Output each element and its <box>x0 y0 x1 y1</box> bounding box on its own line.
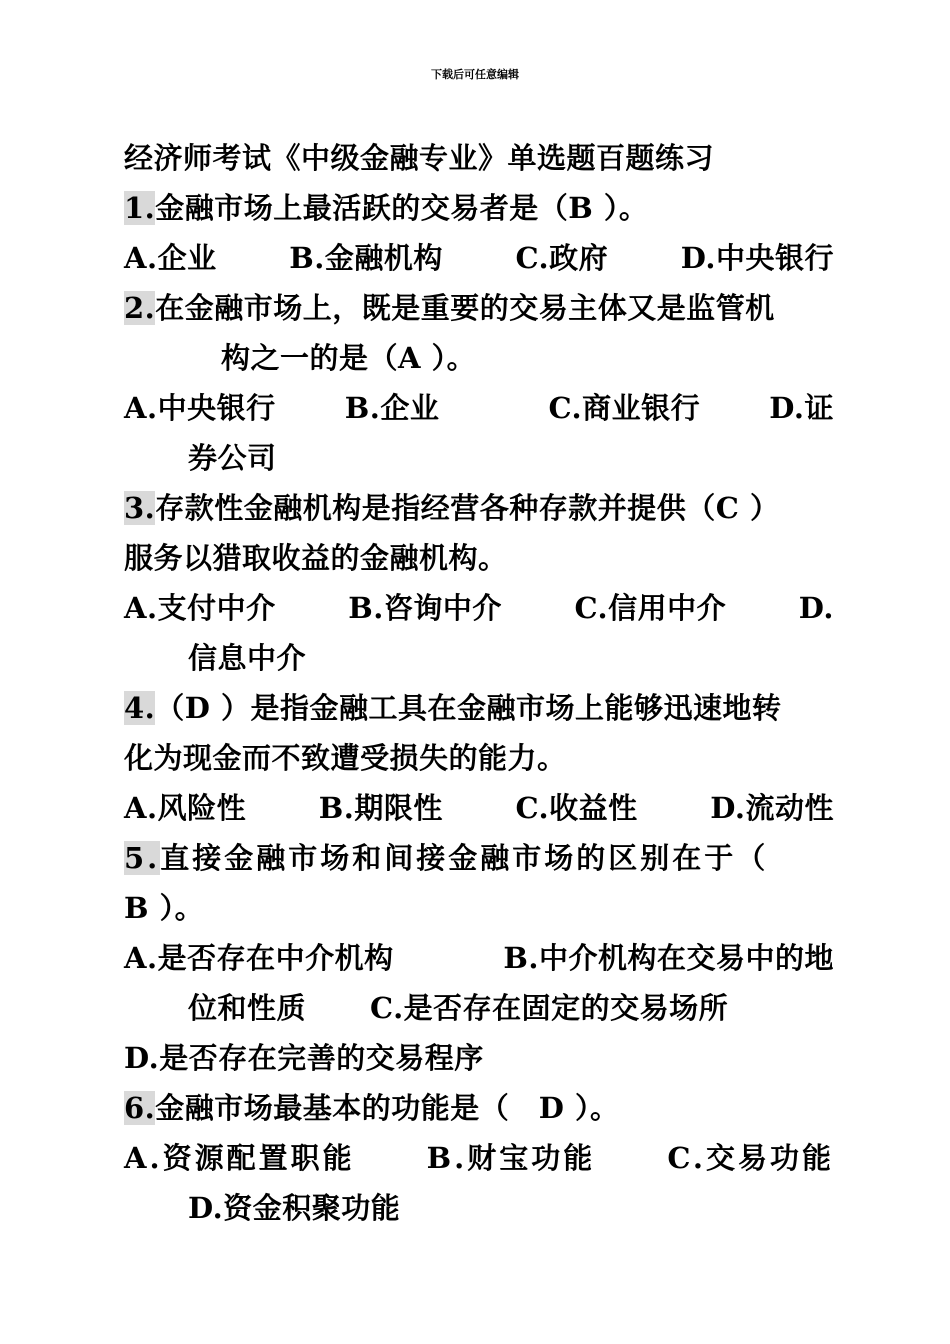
option-c: C.信用中介 <box>574 591 727 625</box>
option-a: A.中央银行 <box>124 391 276 425</box>
question-4 <box>124 683 834 733</box>
question-number: 4. <box>124 691 156 725</box>
question-1 <box>124 183 834 233</box>
question-6-options <box>124 1133 834 1183</box>
question-6 <box>124 1083 834 1133</box>
question-5-options <box>124 933 834 983</box>
question-number: 5. <box>124 841 161 875</box>
option-d: D.资金积聚功能 <box>188 1191 401 1225</box>
question-3 <box>124 483 834 533</box>
option-d: D.中央银行 <box>680 241 834 275</box>
document-body <box>124 133 834 1233</box>
question-2-options <box>124 383 834 433</box>
option-d: D. <box>798 591 834 625</box>
option-c: C.交易功能 <box>667 1141 834 1175</box>
document-title: 经济师考试《中级金融专业》单选题百题练习 <box>124 141 715 175</box>
option-b: B.金融机构 <box>289 241 443 275</box>
option-c: C.商业银行 <box>548 391 701 425</box>
option-a: A.是否存在中介机构 <box>124 941 394 975</box>
question-number: 3. <box>124 491 156 525</box>
option-b: B.企业 <box>344 391 440 425</box>
question-text-cont: B ）。 <box>124 891 205 925</box>
option-c: C.收益性 <box>515 791 638 825</box>
question-number: 6. <box>124 1091 156 1125</box>
question-1-options <box>124 233 834 283</box>
question-text-cont: 化为现金而不致遭受损失的能力。 <box>124 741 567 775</box>
option-d-cont: 券公司 <box>188 441 277 475</box>
question-5 <box>124 833 834 883</box>
option-b-cont: 位和性质 <box>188 991 307 1025</box>
option-b: B.期限性 <box>318 791 443 825</box>
question-5-options-cont <box>124 983 834 1033</box>
question-4-options <box>124 783 834 833</box>
option-a: A.支付中介 <box>124 591 276 625</box>
question-3-options <box>124 583 834 633</box>
option-a: A.企业 <box>124 241 217 275</box>
option-a: A.资源配置职能 <box>124 1141 355 1175</box>
header-note: 下载后可任意编辑 <box>431 68 519 81</box>
option-d-cont: 信息中介 <box>188 641 307 675</box>
question-2 <box>124 283 834 333</box>
question-text: 金融市场最基本的功能是（ D ）。 <box>155 1091 620 1125</box>
option-c: C.政府 <box>515 241 609 275</box>
option-d: D.是否存在完善的交易程序 <box>124 1041 484 1075</box>
question-text: 在金融市场上，既是重要的交易主体又是监管机 <box>155 291 775 325</box>
question-text: （D ）是指金融工具在金融市场上能够迅速地转 <box>155 691 782 725</box>
question-text-cont: 服务以猎取收益的金融机构。 <box>124 541 508 575</box>
option-a: A.风险性 <box>124 791 247 825</box>
question-text: 直接金融市场和间接金融市场的区别在于（ <box>160 841 769 875</box>
option-b: B.咨询中介 <box>348 591 502 625</box>
option-b: B.中介机构在交易中的地 <box>503 941 834 975</box>
question-text: 金融市场上最活跃的交易者是（B ）。 <box>155 191 649 225</box>
question-number: 2. <box>124 291 156 325</box>
option-d: D.证 <box>769 391 834 425</box>
option-b: B.财宝功能 <box>426 1141 596 1175</box>
option-d: D.流动性 <box>710 791 834 825</box>
question-number: 1. <box>124 191 156 225</box>
question-text-cont: 构之一的是（A ）。 <box>221 341 477 375</box>
question-text: 存款性金融机构是指经营各种存款并提供（C ） <box>155 491 780 525</box>
option-c: C.是否存在固定的交易场所 <box>370 991 729 1025</box>
